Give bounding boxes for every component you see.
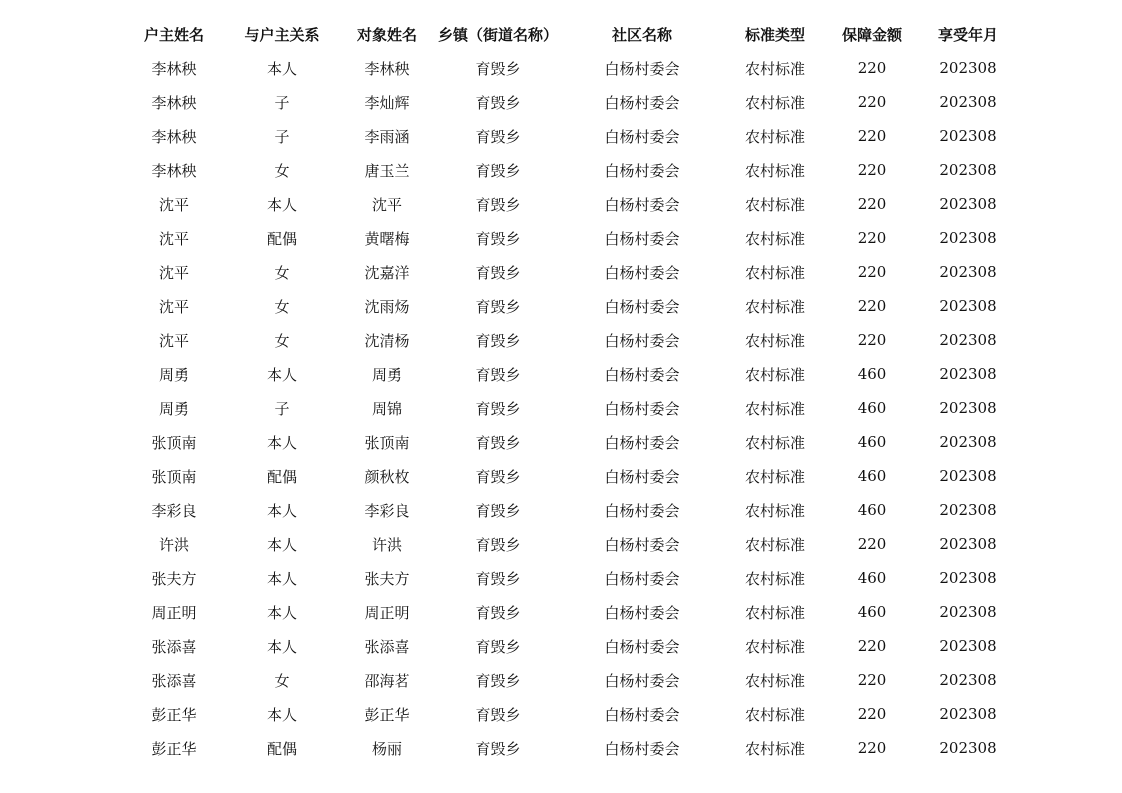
cell-standard-type: 农村标准 [745,195,806,214]
cell-township: 育毁乡 [475,467,521,486]
cell-relation: 本人 [266,569,297,588]
cell-period: 202308 [939,297,997,315]
cell-standard-type: 农村标准 [745,433,806,452]
table-row [120,187,1016,221]
table-row [120,731,1016,765]
cell-standard-type: 农村标准 [745,467,806,486]
cell-relation: 本人 [266,637,297,656]
cell-period: 202308 [939,161,997,179]
cell-community: 白杨村委会 [604,433,680,452]
cell-township: 育毁乡 [475,535,521,554]
cell-relation: 女 [274,671,290,690]
beneficiary-table [120,17,1016,765]
cell-period: 202308 [939,637,997,655]
cell-township: 育毁乡 [475,365,521,384]
cell-person-name: 李林秧 [364,59,410,78]
cell-amount: 220 [857,93,887,111]
cell-standard-type: 农村标准 [745,229,806,248]
cell-person-name: 唐玉兰 [364,161,410,180]
cell-township: 育毁乡 [475,637,521,656]
cell-relation: 女 [274,297,290,316]
table-row [120,51,1016,85]
cell-relation: 配偶 [266,467,297,486]
cell-period: 202308 [939,569,997,587]
table-row [120,493,1016,527]
cell-township: 育毁乡 [475,399,521,418]
cell-community: 白杨村委会 [604,297,680,316]
header-standard-type: 标准类型 [745,25,806,44]
cell-amount: 220 [857,297,887,315]
cell-township: 育毁乡 [475,501,521,520]
cell-relation: 女 [274,331,290,350]
table-row [120,629,1016,663]
cell-relation: 本人 [266,535,297,554]
header-household-head: 户主姓名 [143,25,204,44]
cell-township: 育毁乡 [475,263,521,282]
cell-community: 白杨村委会 [604,637,680,656]
table-row [120,425,1016,459]
cell-period: 202308 [939,127,997,145]
table-row [120,119,1016,153]
cell-community: 白杨村委会 [604,93,680,112]
cell-township: 育毁乡 [475,705,521,724]
table-row [120,289,1016,323]
cell-amount: 220 [857,705,887,723]
cell-period: 202308 [939,501,997,519]
cell-community: 白杨村委会 [604,263,680,282]
cell-household-head: 李林秧 [151,59,197,78]
cell-person-name: 沈嘉洋 [364,263,410,282]
cell-community: 白杨村委会 [604,127,680,146]
cell-township: 育毁乡 [475,195,521,214]
cell-township: 育毁乡 [475,297,521,316]
cell-standard-type: 农村标准 [745,739,806,758]
cell-household-head: 沈平 [158,331,189,350]
table-row [120,153,1016,187]
cell-community: 白杨村委会 [604,671,680,690]
cell-person-name: 李灿辉 [364,93,410,112]
cell-standard-type: 农村标准 [745,365,806,384]
cell-amount: 460 [857,399,887,417]
cell-household-head: 彭正华 [151,705,197,724]
cell-household-head: 沈平 [158,229,189,248]
cell-amount: 220 [857,739,887,757]
cell-relation: 配偶 [266,739,297,758]
cell-period: 202308 [939,433,997,451]
cell-standard-type: 农村标准 [745,671,806,690]
cell-township: 育毁乡 [475,127,521,146]
cell-township: 育毁乡 [475,603,521,622]
cell-relation: 本人 [266,433,297,452]
cell-relation: 本人 [266,705,297,724]
table-row [120,221,1016,255]
cell-amount: 220 [857,229,887,247]
header-township: 乡镇（街道名称） [438,25,559,44]
cell-community: 白杨村委会 [604,705,680,724]
cell-community: 白杨村委会 [604,603,680,622]
cell-period: 202308 [939,195,997,213]
cell-relation: 本人 [266,365,297,384]
cell-amount: 460 [857,433,887,451]
cell-household-head: 李林秧 [151,161,197,180]
table-row [120,595,1016,629]
cell-household-head: 许洪 [158,535,189,554]
cell-household-head: 李林秧 [151,93,197,112]
cell-standard-type: 农村标准 [745,637,806,656]
cell-relation: 子 [274,93,290,112]
cell-amount: 460 [857,569,887,587]
cell-person-name: 周锦 [371,399,402,418]
cell-standard-type: 农村标准 [745,161,806,180]
cell-person-name: 彭正华 [364,705,410,724]
cell-amount: 220 [857,127,887,145]
cell-amount: 220 [857,59,887,77]
cell-relation: 子 [274,127,290,146]
cell-person-name: 李雨涵 [364,127,410,146]
cell-period: 202308 [939,705,997,723]
cell-person-name: 颜秋枚 [364,467,410,486]
cell-township: 育毁乡 [475,433,521,452]
cell-person-name: 沈平 [371,195,402,214]
table-body [120,51,1016,765]
cell-person-name: 张添喜 [364,637,410,656]
cell-household-head: 周正明 [151,603,197,622]
table-row [120,697,1016,731]
cell-period: 202308 [939,263,997,281]
cell-relation: 子 [274,399,290,418]
cell-period: 202308 [939,535,997,553]
cell-amount: 460 [857,365,887,383]
cell-standard-type: 农村标准 [745,399,806,418]
table-row [120,663,1016,697]
table-row [120,255,1016,289]
cell-person-name: 杨丽 [371,739,402,758]
cell-household-head: 彭正华 [151,739,197,758]
cell-community: 白杨村委会 [604,467,680,486]
cell-amount: 460 [857,501,887,519]
table-row [120,323,1016,357]
cell-community: 白杨村委会 [604,59,680,78]
header-row [120,17,1016,51]
cell-household-head: 沈平 [158,297,189,316]
cell-township: 育毁乡 [475,59,521,78]
cell-person-name: 黄曙梅 [364,229,410,248]
cell-period: 202308 [939,603,997,621]
cell-community: 白杨村委会 [604,365,680,384]
cell-relation: 本人 [266,501,297,520]
cell-standard-type: 农村标准 [745,603,806,622]
cell-household-head: 周勇 [158,365,189,384]
cell-person-name: 许洪 [371,535,402,554]
cell-community: 白杨村委会 [604,331,680,350]
cell-amount: 220 [857,161,887,179]
table-row [120,527,1016,561]
cell-township: 育毁乡 [475,229,521,248]
cell-person-name: 张夫方 [364,569,410,588]
cell-person-name: 李彩良 [364,501,410,520]
cell-period: 202308 [939,739,997,757]
cell-period: 202308 [939,671,997,689]
header-community: 社区名称 [612,25,673,44]
cell-period: 202308 [939,59,997,77]
cell-amount: 220 [857,263,887,281]
cell-period: 202308 [939,365,997,383]
cell-household-head: 张添喜 [151,671,197,690]
cell-person-name: 沈雨炀 [364,297,410,316]
header-period: 享受年月 [938,25,999,44]
cell-amount: 220 [857,637,887,655]
cell-person-name: 沈清杨 [364,331,410,350]
cell-amount: 220 [857,671,887,689]
cell-period: 202308 [939,93,997,111]
cell-period: 202308 [939,229,997,247]
cell-community: 白杨村委会 [604,739,680,758]
cell-township: 育毁乡 [475,739,521,758]
table-row [120,459,1016,493]
cell-amount: 460 [857,603,887,621]
cell-standard-type: 农村标准 [745,59,806,78]
cell-amount: 220 [857,535,887,553]
cell-township: 育毁乡 [475,569,521,588]
cell-community: 白杨村委会 [604,501,680,520]
table-row [120,391,1016,425]
cell-relation: 配偶 [266,229,297,248]
cell-household-head: 张顶南 [151,433,197,452]
table-row [120,85,1016,119]
cell-person-name: 张顶南 [364,433,410,452]
cell-relation: 女 [274,161,290,180]
cell-household-head: 张顶南 [151,467,197,486]
cell-community: 白杨村委会 [604,161,680,180]
cell-township: 育毁乡 [475,331,521,350]
cell-township: 育毁乡 [475,93,521,112]
table-header [120,17,1016,51]
cell-community: 白杨村委会 [604,569,680,588]
cell-household-head: 沈平 [158,195,189,214]
cell-person-name: 邵海茗 [364,671,410,690]
cell-standard-type: 农村标准 [745,331,806,350]
cell-household-head: 李林秧 [151,127,197,146]
header-person-name: 对象姓名 [356,25,417,44]
cell-household-head: 张添喜 [151,637,197,656]
cell-relation: 本人 [266,195,297,214]
cell-standard-type: 农村标准 [745,535,806,554]
cell-community: 白杨村委会 [604,195,680,214]
cell-amount: 220 [857,195,887,213]
cell-household-head: 张夫方 [151,569,197,588]
cell-person-name: 周正明 [364,603,410,622]
cell-amount: 460 [857,467,887,485]
cell-standard-type: 农村标准 [745,705,806,724]
table-row [120,561,1016,595]
cell-community: 白杨村委会 [604,229,680,248]
cell-township: 育毁乡 [475,161,521,180]
cell-township: 育毁乡 [475,671,521,690]
header-amount: 保障金额 [842,25,903,44]
cell-person-name: 周勇 [371,365,402,384]
cell-period: 202308 [939,331,997,349]
table-row [120,357,1016,391]
cell-period: 202308 [939,399,997,417]
cell-standard-type: 农村标准 [745,569,806,588]
header-relation: 与户主关系 [244,25,320,44]
cell-period: 202308 [939,467,997,485]
cell-household-head: 李彩良 [151,501,197,520]
cell-community: 白杨村委会 [604,535,680,554]
cell-standard-type: 农村标准 [745,501,806,520]
cell-relation: 女 [274,263,290,282]
cell-standard-type: 农村标准 [745,263,806,282]
cell-standard-type: 农村标准 [745,127,806,146]
cell-household-head: 周勇 [158,399,189,418]
cell-household-head: 沈平 [158,263,189,282]
cell-relation: 本人 [266,59,297,78]
cell-standard-type: 农村标准 [745,93,806,112]
cell-standard-type: 农村标准 [745,297,806,316]
cell-amount: 220 [857,331,887,349]
cell-community: 白杨村委会 [604,399,680,418]
cell-relation: 本人 [266,603,297,622]
